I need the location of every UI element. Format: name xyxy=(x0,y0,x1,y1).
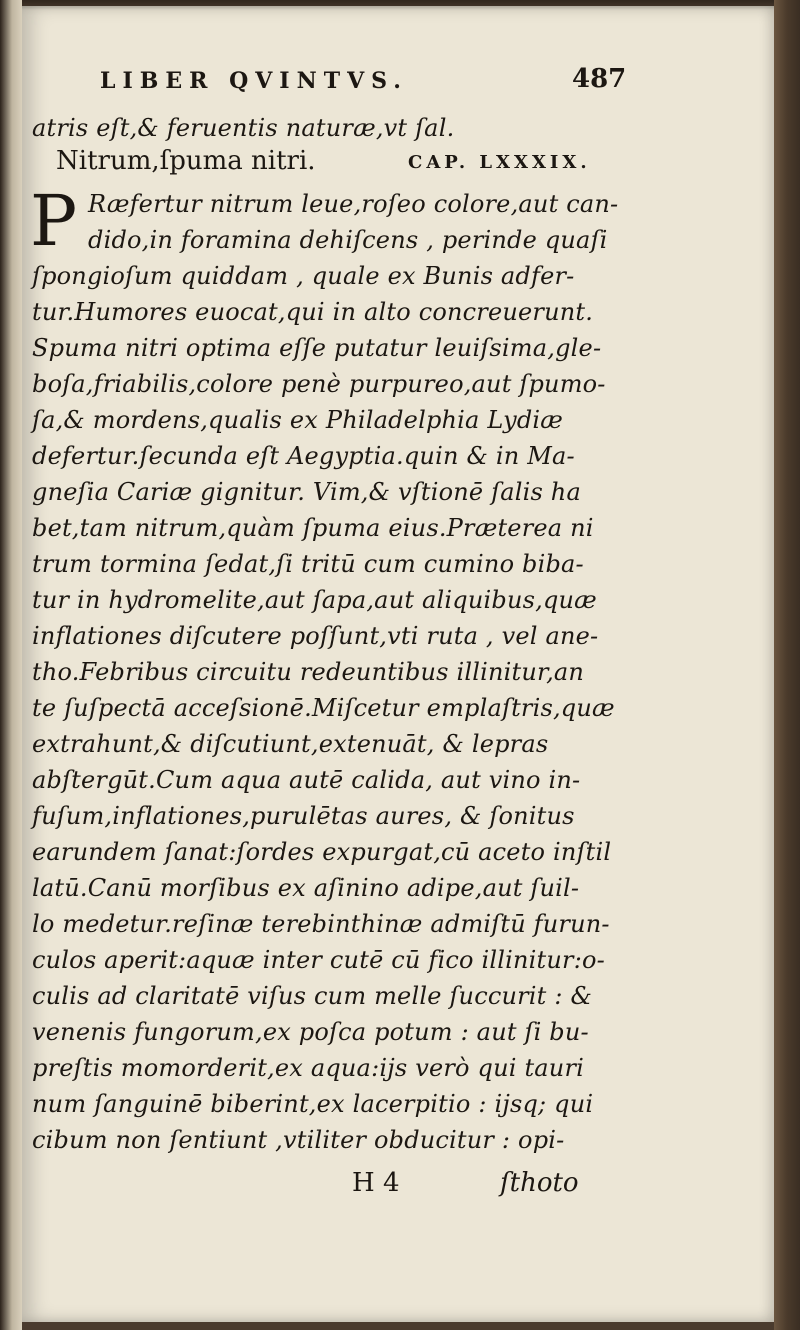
text-line-23: culos aperit:aquæ inter cutē cū fico illinitur:o- xyxy=(32,946,605,974)
text-line-20: earundem ſanat:ſordes expurgat,cū aceto inſtil xyxy=(32,838,612,866)
text-line-4: ſpongioſum quiddam , quale ex Bunis adfer- xyxy=(32,262,575,290)
catchword: ſthoto xyxy=(500,1168,579,1198)
text-line-17: extrahunt,& diſcutiunt,extenuāt, & lepras xyxy=(32,730,549,758)
text-line-9: defertur.ſecunda eſt Aegyptia.quin & in Ma- xyxy=(32,442,575,470)
text-line-6: Spuma nitri optima eſſe putatur leuiſsima,gle- xyxy=(32,334,602,362)
text-line-25: venenis fungorum,ex poſca potum : aut ſi bu- xyxy=(32,1018,589,1046)
text-line-21: latū.Canū morſibus ex aſinino adipe,aut ſuil- xyxy=(32,874,580,902)
text-line-11: bet,tam nitrum,quàm ſpuma eius.Præterea ni xyxy=(32,514,594,542)
drop-initial: P xyxy=(30,180,78,262)
chapter-number: CAP. LXXXIX. xyxy=(408,152,591,173)
text-line-1: atris eſt,& feruentis naturæ,vt ſal. xyxy=(32,114,455,142)
text-line-24: culis ad claritatē viſus cum melle ſuccurit : & xyxy=(32,982,593,1010)
text-line-27: num ſanguinē biberint,ex lacerpitio : ijsq; qui xyxy=(32,1090,594,1118)
running-head: LIBER QVINTVS. xyxy=(100,68,408,94)
text-line-3: dido,in foramina dehiſcens , perinde quaſi xyxy=(88,226,608,254)
text-line-15: tho.Febribus circuitu redeuntibus illinitur,an xyxy=(32,658,585,686)
text-line-14: inflationes diſcutere poſſunt,vti ruta , vel ane- xyxy=(32,622,599,650)
page-number: 487 xyxy=(572,64,627,94)
text-line-22: lo medetur.reſinæ terebinthinæ admiſtū furun- xyxy=(32,910,610,938)
text-line-13: tur in hydromelite,aut ſapa,aut aliquibus,quæ xyxy=(32,586,597,614)
text-line-19: fuſum,inflationes,purulētas aures, & ſonitus xyxy=(32,802,575,830)
text-line-7: boſa,friabilis,colore penè purpureo,aut ſpumo- xyxy=(32,370,606,398)
chapter-title: Nitrum,ſpuma nitri. xyxy=(56,146,316,176)
signature-mark: H 4 xyxy=(352,1168,400,1198)
text-line-26: preſtis momorderit,ex aqua:ijs verò qui tauri xyxy=(32,1054,585,1082)
page-top-shadow xyxy=(22,0,774,10)
text-line-16: te ſuſpectā acceſsionē.Miſcetur emplaſtris,quæ xyxy=(32,694,615,722)
text-line-2: Ræfertur nitrum leue,roſeo colore,aut can- xyxy=(88,190,619,218)
text-line-18: abſtergūt.Cum aqua autē calida, aut vino in- xyxy=(32,766,581,794)
text-line-10: gneſia Cariæ gignitur. Vim,& vſtionē ſalis ha xyxy=(32,478,581,506)
text-line-5: tur.Humores euocat,qui in alto concreuerunt. xyxy=(32,298,594,326)
text-line-12: trum tormina ſedat,ſi tritū cum cumino biba- xyxy=(32,550,584,578)
book-fore-edge xyxy=(774,0,800,1330)
text-line-28: cibum non ſentiunt ,vtiliter obducitur : opi- xyxy=(32,1126,565,1154)
text-line-8: ſa,& mordens,qualis ex Philadelphia Lydiæ xyxy=(32,406,564,434)
adjacent-page-edge xyxy=(0,0,22,1330)
